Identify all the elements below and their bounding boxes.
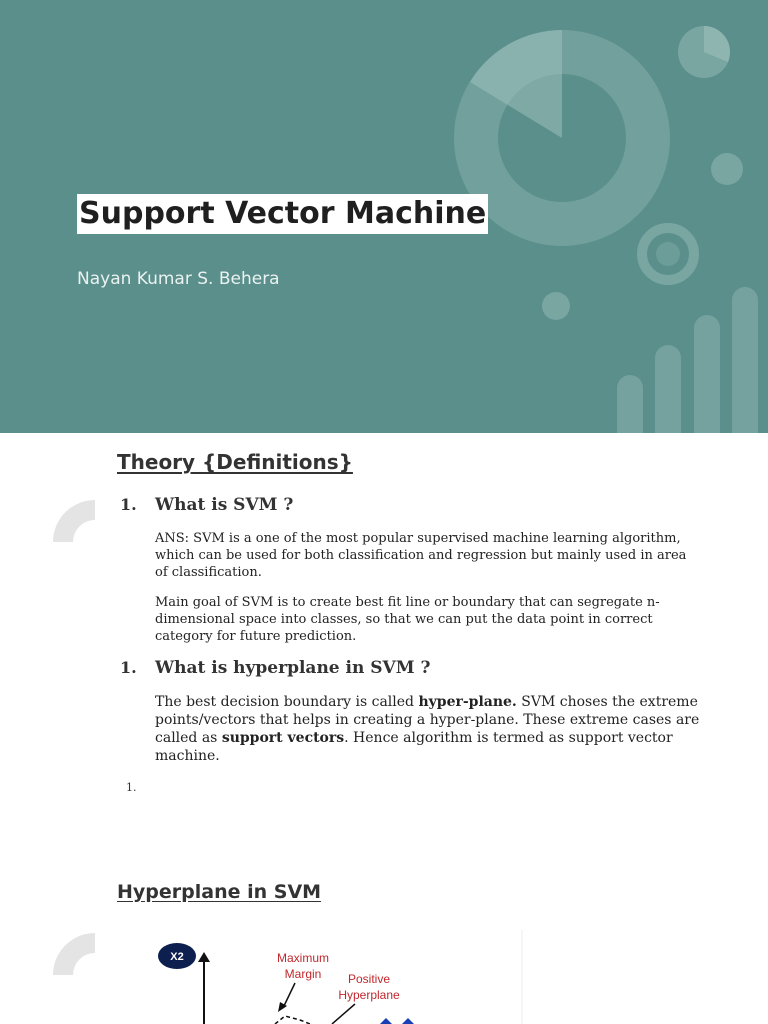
label-hyperplane: Hyperplane — [338, 988, 400, 1002]
x2-axis-label: X2 — [170, 951, 184, 963]
y-axis-arrow — [198, 952, 210, 962]
answer-2-text-c: . Hence algorithm is termed as support vector machine. — [155, 730, 673, 764]
dashed-boundary — [275, 1016, 310, 1024]
support-vector-marker-2 — [402, 1018, 414, 1024]
label-maximum: Maximum — [276, 951, 330, 965]
answer-2-term-hyperplane: hyper-plane. — [418, 694, 517, 710]
question-1-text: What is SVM ? — [155, 495, 294, 515]
question-1-number: 1. — [120, 495, 137, 514]
pie-mini-decoration — [542, 292, 570, 320]
hyperplane-figure — [150, 930, 530, 1024]
answer-2-text-b: SVM choses the extreme points/vectors that helps in creating a hyper-plane. These extreme cases are called as — [155, 694, 700, 746]
pie-tiny-decoration — [711, 153, 743, 185]
answer-2-term-support-vectors: support vectors — [221, 730, 345, 746]
label-positive: Positive — [347, 972, 391, 986]
page-corner-decoration-2 — [0, 931, 96, 977]
answer-1-paragraph-2: Main goal of SVM is to create best fit line or boundary that can segregate n-dimensional space into classes, so that we can put the data point in correct category for future prediction. — [155, 595, 660, 644]
margin-pointer-arrow — [283, 983, 295, 1008]
slide-title: Support Vector Machine — [77, 194, 488, 234]
slide-author: Nayan Kumar S. Behera — [77, 269, 280, 289]
answer-2-paragraph — [155, 693, 700, 765]
answer-2-text-a: The best decision boundary is called — [155, 694, 419, 710]
question-2-text: What is hyperplane in SVM ? — [155, 658, 431, 678]
label-margin: Margin — [284, 967, 322, 981]
empty-list-item-number: 1. — [126, 781, 137, 794]
answer-1-paragraph-1: ANS: SVM is a one of the most popular supervised machine learning algorithm, which can be used for both classification and regression but mainly used in area of classification. — [155, 531, 687, 580]
hyperplane-heading: Hyperplane in SVM — [117, 881, 322, 903]
theory-heading: Theory {Definitions} — [117, 450, 353, 474]
positive-pointer-line — [332, 1004, 355, 1024]
title-slide — [0, 0, 768, 433]
support-vector-marker — [380, 1018, 392, 1024]
question-2-number: 1. — [120, 658, 137, 677]
bar-decoration — [617, 287, 758, 433]
question-1 — [120, 495, 520, 519]
question-2 — [120, 658, 520, 682]
page-corner-decoration — [0, 498, 96, 544]
